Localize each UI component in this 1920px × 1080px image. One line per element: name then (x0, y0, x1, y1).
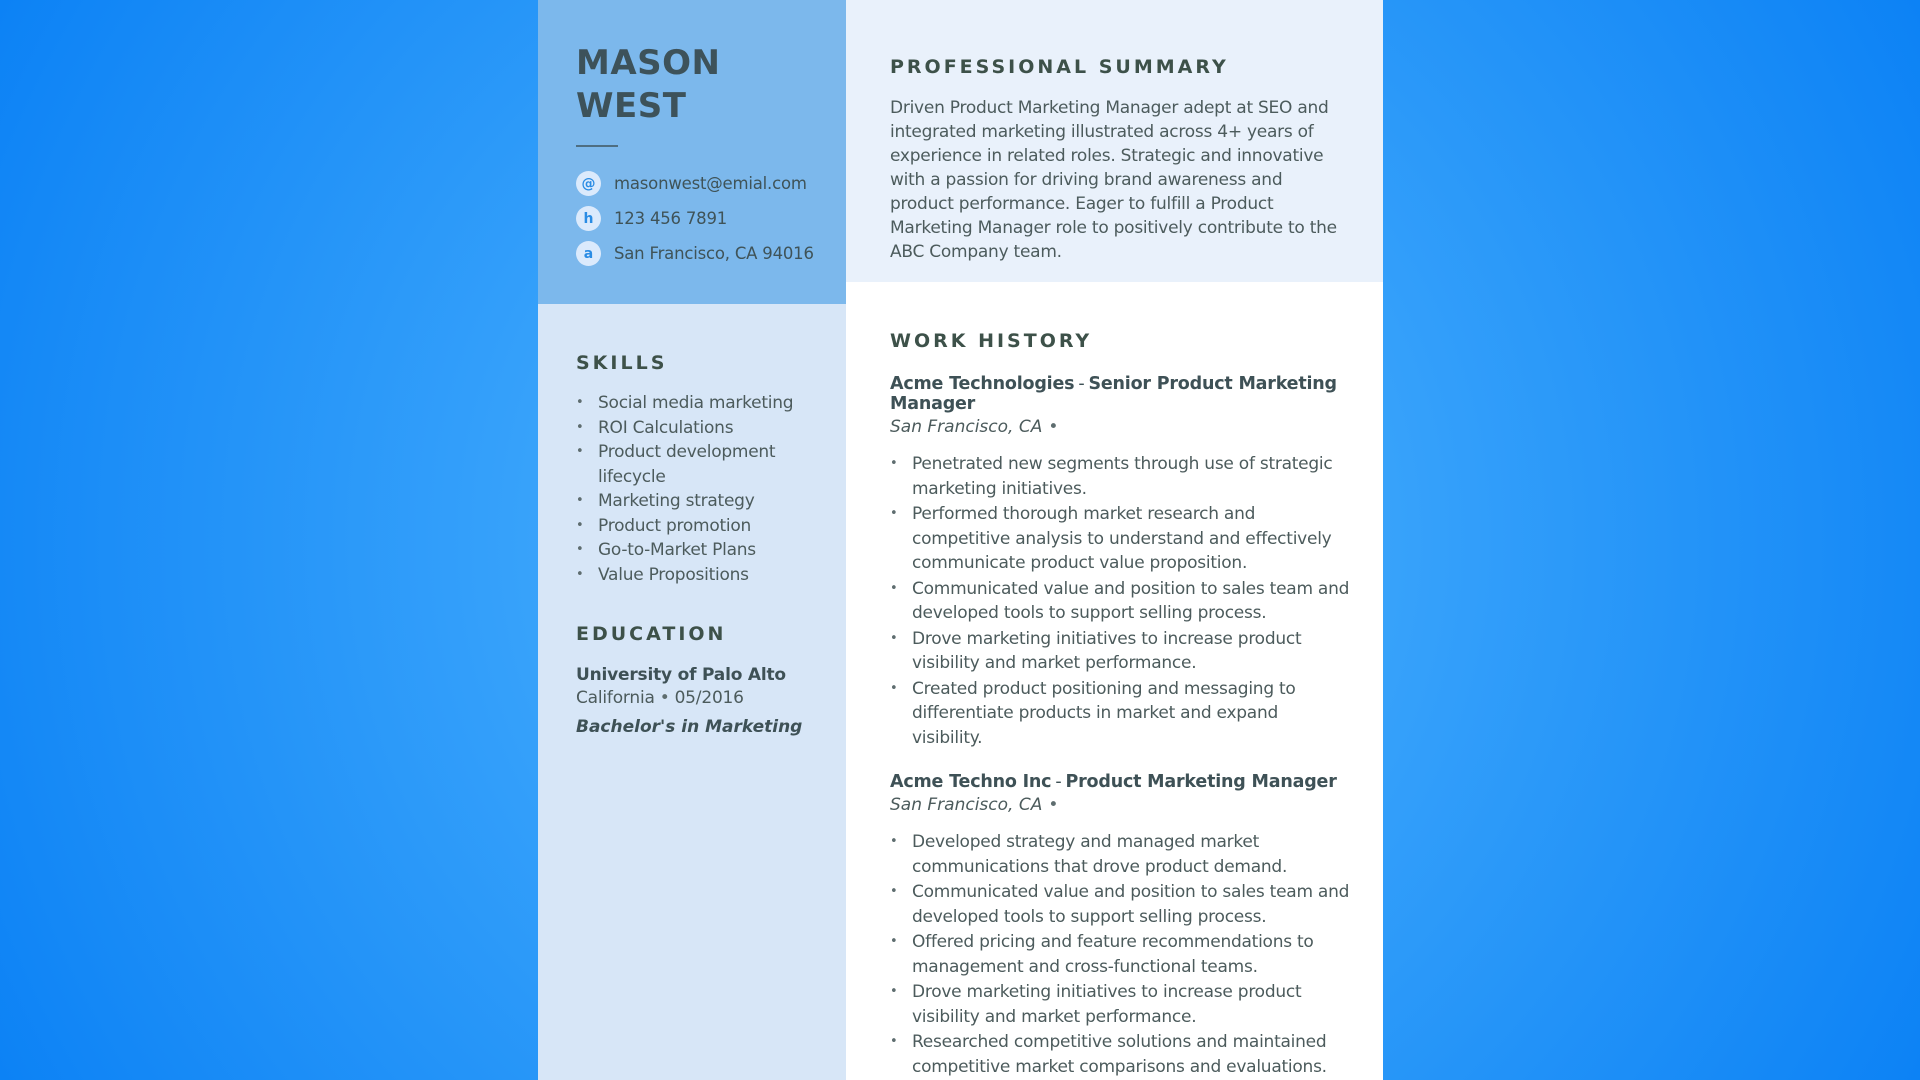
job-bullet (890, 930, 1351, 979)
job-bullet-text: Communicated value and position to sales team and developed tools to support selling process. (912, 882, 1350, 927)
skill-label: Social media marketing (598, 393, 794, 413)
skill-item (576, 391, 812, 416)
skill-label: Product development lifecycle (598, 442, 776, 487)
skill-label: ROI Calculations (598, 417, 734, 438)
job-entry (890, 374, 1351, 750)
resume-page (538, 0, 1383, 1080)
bullet-icon: • (890, 506, 898, 521)
skill-label: Value Propositions (598, 564, 749, 585)
skills-heading: SKILLS (576, 352, 668, 374)
skill-item (576, 489, 812, 514)
job-bullet (890, 1030, 1351, 1079)
location-icon: a (576, 241, 601, 266)
skill-item (576, 563, 812, 588)
job-bullet (890, 880, 1351, 929)
skill-label: Product promotion (598, 515, 752, 536)
job-bullet (890, 577, 1351, 626)
work-history-heading: WORK HISTORY (890, 330, 1093, 352)
skill-item (576, 514, 812, 539)
job-bullet (890, 627, 1351, 676)
resume-sidebar (538, 0, 846, 1080)
bullet-icon: • (890, 456, 898, 471)
job-entry (890, 772, 1351, 1079)
job-location-line (890, 417, 1351, 437)
job-bullet-text: Researched competitive solutions and maintained competitive market comparisons and evaluations. (912, 1032, 1327, 1077)
job-location-line (890, 795, 1351, 815)
dash-separator: - (1055, 772, 1062, 792)
job-title: Senior Product Marketing Manager (890, 374, 1337, 414)
contact-value: 123 456 7891 (614, 209, 728, 228)
contact-item (576, 171, 816, 196)
email-icon: @ (576, 171, 601, 196)
skill-item (576, 440, 812, 489)
job-bullet (890, 677, 1351, 751)
contact-value: masonwest@emial.com (614, 174, 807, 193)
bullet-icon: • (890, 1034, 898, 1049)
job-bullet-text: Performed thorough market research and competitive analysis to understand and effectively communicate product value proposition. (912, 504, 1332, 573)
phone-icon: h (576, 206, 601, 231)
summary-text: Driven Product Marketing Manager adept at SEO and integrated marketing illustrated across 4+ years of experience in related roles. Strategic and innovative with a passion for driving brand awareness and product performance. Eager to fulfill a Product Marketing Manager role to positively contribute to the ABC Company team. (890, 98, 1337, 262)
bullet-icon: • (890, 884, 898, 899)
contact-list (576, 171, 816, 266)
job-bullet (890, 502, 1351, 576)
dot-separator: • (1048, 795, 1059, 815)
skill-item (576, 538, 812, 563)
sidebar-header-panel (538, 0, 846, 304)
skill-item (576, 416, 812, 441)
education-date: 05/2016 (674, 688, 744, 708)
sidebar-body-panel (538, 304, 846, 1080)
job-bullet-text: Offered pricing and feature recommendations to management and cross-functional teams. (912, 932, 1314, 977)
candidate-name (576, 42, 816, 128)
job-bullet (890, 452, 1351, 501)
job-title-line (890, 772, 1351, 792)
summary-panel (846, 0, 1383, 282)
bullet-icon: • (576, 517, 584, 533)
job-location: San Francisco, CA (890, 795, 1043, 815)
job-title-line (890, 374, 1351, 414)
job-bullet-text: Created product positioning and messaging to differentiate products in market and expand visibility. (912, 678, 1296, 748)
job-bullet-text: Developed strategy and managed market communications that drove product demand. (912, 832, 1288, 877)
candidate-first-name: MASON (576, 43, 721, 83)
education-heading: EDUCATION (576, 623, 727, 645)
skill-label: Marketing strategy (598, 491, 755, 511)
bullet-icon: • (576, 493, 584, 508)
job-bullet-text: Drove marketing initiatives to increase product visibility and market performance. (912, 628, 1302, 673)
bullet-icon: • (890, 580, 898, 596)
dash-separator: - (1078, 374, 1085, 394)
education-location: California (576, 688, 655, 708)
job-bullet (890, 830, 1351, 879)
job-bullet-list (890, 452, 1351, 750)
education-degree: Bachelor's in Marketing (576, 717, 803, 737)
job-bullet-list (890, 830, 1351, 1079)
job-bullet (890, 980, 1351, 1029)
bullet-icon: • (576, 542, 584, 557)
bullet-icon: • (890, 630, 898, 646)
skill-label: Go-to-Market Plans (598, 540, 756, 560)
skills-list (576, 391, 812, 587)
job-bullet-text: Communicated value and position to sales team and developed tools to support selling process. (912, 578, 1350, 623)
bullet-icon: • (576, 444, 584, 459)
name-divider (576, 145, 618, 147)
bullet-icon: • (576, 395, 584, 410)
contact-item (576, 241, 816, 266)
job-bullet-text: Drove marketing initiatives to increase product visibility and market performance. (912, 982, 1302, 1027)
job-company: Acme Techno Inc (890, 772, 1052, 792)
job-location: San Francisco, CA (890, 417, 1043, 437)
contact-item (576, 206, 816, 231)
education-school: University of Palo Alto (576, 665, 786, 685)
bullet-icon: • (890, 680, 898, 696)
dot-separator: • (1048, 417, 1059, 437)
contact-value: San Francisco, CA 94016 (614, 244, 814, 263)
job-bullet-text: Penetrated new segments through use of strategic marketing initiatives. (912, 454, 1333, 499)
job-title: Product Marketing Manager (1065, 772, 1337, 792)
dot-separator: • (659, 688, 670, 708)
education-location-date (576, 688, 812, 708)
summary-heading: PROFESSIONAL SUMMARY (890, 56, 1229, 78)
work-history-panel (846, 282, 1383, 1080)
job-company: Acme Technologies (890, 374, 1075, 394)
bullet-icon: • (890, 984, 898, 999)
candidate-last-name: WEST (576, 86, 687, 126)
bullet-icon: • (576, 419, 584, 435)
resume-main (846, 0, 1383, 1080)
bullet-icon: • (890, 934, 898, 949)
bullet-icon: • (890, 834, 898, 849)
bullet-icon: • (576, 566, 584, 582)
